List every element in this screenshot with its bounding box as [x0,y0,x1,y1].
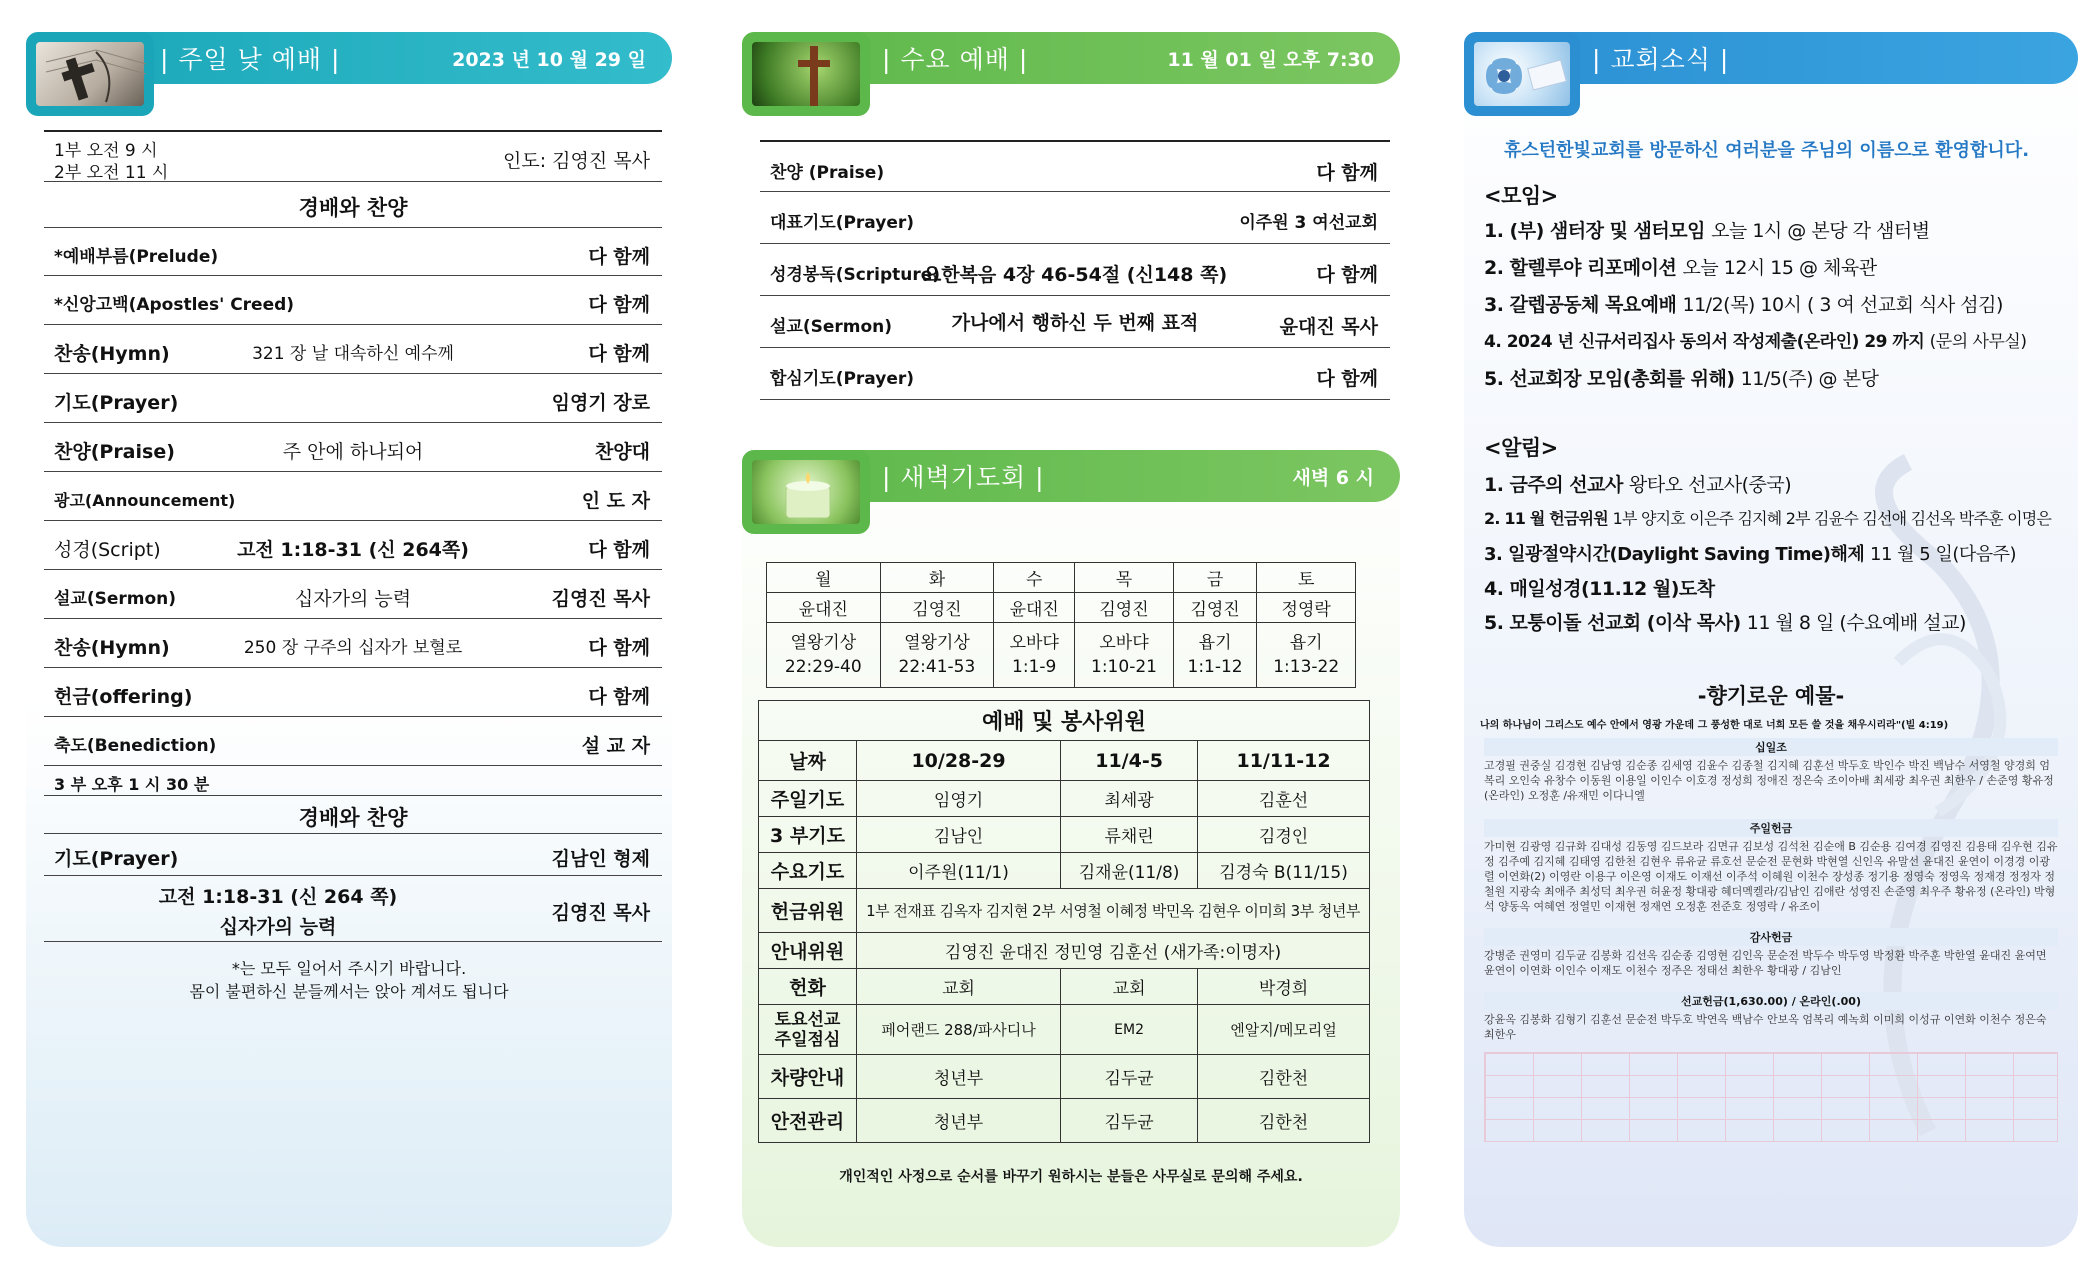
notice-item: 4. 매일성경(11.12 월)도착 [1484,578,1715,600]
thanks-offering-heading: 감사헌금 [1484,928,2058,946]
offering-title: -향기로운 예물- [1697,684,1845,708]
meeting-item: 1. (부) 샘터장 및 샘터모임 오늘 1시 @ 본당 각 샘터별 [1484,220,1930,242]
wed-order-item: 설교(Sermon) 가나에서 행하신 두 번째 표적 윤대진 목사 [760,296,1390,348]
sunday-note: *는 모두 일어서 주시기 바랍니다. 몸이 불편하신 분들께서는 앉아 계셔도 됩니다 [189,959,509,1001]
section-heading-praise: 경배와 찬양 [44,182,662,228]
sunday-worship-panel [26,32,672,1247]
notice-item: 5. 모퉁이돌 선교회 (이삭 목사) 11 월 8 일 (수요예배 설교) [1484,612,1966,634]
staff-table: 예배 및 봉사위원 날짜 10/28-29 11/4-5 11/11-12 주일기도 임영기 최세광 김훈선 3 부기도 김남인 류채린 김경인 수요기도 이주원(11/1) 김재윤(11/8) 김경숙 B(11/15) 헌금위원 1부 전재표 김옥자 김지현 2부 서영철 이혜정 박민옥 김현우 이미희 3부 청년부 안내위원 김영진 윤대진 정민영 김훈선 (새가족:이명자) 헌화 교회 교회 박경희 토요선교 주일점심 페어랜드 288/파사디나 EM2 엔알지/메모리얼 차량안내 청년부 김두균 김한천 안전관리 청년부 김두균 김한천 [758,700,1370,1143]
staff-title: 예배 및 봉사위원 [759,701,1370,741]
order-item: *예배부름(Prelude) 다 함께 [44,228,662,276]
service-2-time: 2부 오전 11 시 [54,163,169,183]
wednesday-worship-panel [742,32,1400,1247]
order-item: 찬송(Hymn) 250 장 구주의 십자가 보혈로 다 함께 [44,619,662,668]
readings-row: 열왕기상 22:29-40 열왕기상 22:41-53 오바댜 1:1-9 오바댜 1:10-21 욥기 1:1-12 욥기 1:13-22 [767,623,1356,688]
leaders-row: 윤대진 김영진 윤대진 김영진 김영진 정영락 [767,593,1356,623]
wednesday-title: | 수요 예배 | [882,45,1029,74]
order-item: 찬양(Praise) 주 안에 하나되어 찬양대 [44,423,662,472]
order-item: 기도(Prayer) 임영기 장로 [44,374,662,423]
dawn-time: 새벽 6 시 [1292,467,1374,489]
order-item: 축도(Benediction) 설 교 자 [44,717,662,766]
order-item: 성경(Script) 고전 1:18-31 (신 264쪽) 다 함께 [44,521,662,570]
thanks-offering-names: 강병준 권영미 김두균 김봉화 김선옥 김순종 김영현 김인옥 문순전 박두수 박두영 박정환 박주훈 박한열 윤대진 윤여면 윤연이 이연화 이인수 이재도 이천수 정주은 정태선 최한우 황대광 / 김남인 [1484,949,2047,977]
candle-image [742,450,870,534]
service-3-prayer: 기도(Prayer) 김남인 형제 [44,834,662,876]
order-item: 찬송(Hymn) 321 장 날 대속하신 예수께 다 함께 [44,325,662,374]
welcome-message: 휴스턴한빛교회를 방문하신 여러분을 주님의 이름으로 환영합니다. [1504,140,2030,161]
meeting-item: 2. 할렐루야 리포메이션 오늘 12시 15 @ 체육관 [1484,257,1877,279]
service-3-sermon: 고전 1:18-31 (신 264 쪽) 십자가의 능력 김영진 목사 [44,876,662,942]
meeting-item: 5. 선교회장 모임(총회를 위해) 11/5(주) @ 본당 [1484,368,1879,390]
meeting-item: 3. 갈렙공동체 목요예배 11/2(목) 10시 ( 3 여 선교회 식사 섬김) [1484,294,2003,316]
wed-order-item: 성경봉독(Scripture) 요한복음 4장 46-54절 (신148 쪽) 다 함께 [760,244,1390,296]
mission-offering-heading: 선교헌금(1,630.00) / 온라인(.00) [1484,992,2058,1010]
notice-item: 1. 금주의 선교사 왕타오 선교사(중국) [1484,474,1792,496]
notices-heading: <알림> [1484,436,1558,460]
meetings-heading: <모임> [1484,184,1558,208]
news-title: | 교회소식 | [1592,45,1730,74]
dawn-schedule-table [766,562,1356,688]
staff-note: 개인적인 사정으로 순서를 바꾸기 원하시는 분들은 사무실로 문의해 주세요. [839,1169,1303,1185]
order-item: *신앙고백(Apostles' Creed) 다 함께 [44,276,662,325]
offering-list [1484,734,2058,1142]
wednesday-date: 11 월 01 일 오후 7:30 [1167,49,1374,71]
meeting-item: 4. 2024 년 신규서리집사 동의서 작성제출(온라인) 29 까지 (문의 사무실) [1484,332,2027,352]
church-news-panel [1464,32,2078,1247]
sunday-offering-heading: 주일헌금 [1484,819,2058,837]
sunday-date: 2023 년 10 월 29 일 [452,49,646,71]
section-heading-praise-3: 경배와 찬양 [44,796,662,834]
service-1-time: 1부 오전 9 시 [54,141,158,161]
sunday-offering-names: 가미현 김광영 김규화 김대성 김동영 김드보라 김면규 김보성 김석천 김순애 B 김순용 김여경 김영진 김용태 김우현 김유정 김주예 김지혜 김태영 김한천 김현우 류유균 류호선 문순전 문현화 박현열 신인옥 유말선 윤대진 윤연이 이경경 이광렬 이연화(2) 이영란 이용구 이은영 이재도 이재선 이주석 이혜원 이천수 장성종 정기용 정영숙 정영옥 정재경 정정자 정철원 지광숙 최애주 최성덕 최우권 허윤정 황대광 혜더멕켈라/김남인 김애란 성영진 손준영 최우주 황유정 (온라인) 박형석 양동옥 여혜연 정열민 이재현 정재연 오정훈 전준호 정영락 / 유조이 [1484,840,2058,913]
wed-order-item: 대표기도(Prayer) 이주원 3 여선교회 [760,192,1390,244]
blank-offering-grid [1484,1052,2058,1142]
order-item: 광고(Announcement) 인 도 자 [44,472,662,521]
bible-cross-image [26,32,154,116]
dawn-title: | 새벽기도회 | [882,463,1045,492]
notice-item: 3. 일광절약시간(Daylight Saving Time)해제 11 월 5 일(다음주) [1484,544,2017,565]
service-times-row [44,130,662,182]
mission-offering-names: 강윤옥 김봉화 김형기 김훈선 문순전 박두호 박연옥 백남수 안보옥 엄복리 예녹희 이미희 이성규 이연화 이천수 정은숙 최한우 [1484,1013,2047,1041]
sunday-title: | 주일 낮 예배 | [160,45,341,74]
order-item: 설교(Sermon) 십자가의 능력 김영진 목사 [44,570,662,619]
cross-image [742,32,870,116]
wed-order-item: 합심기도(Prayer) 다 함께 [760,348,1390,400]
notice-item: 2. 11 월 헌금위원 1부 양지호 이은주 김지혜 2부 김윤수 김선애 김선옥 박주훈 이명은 [1484,509,2052,528]
offering-verse: 나의 하나님이 그리스도 예수 안에서 영광 가운데 그 풍성한 대로 너희 모든 쓸 것을 채우시리라"(빌 4:19) [1480,720,1949,731]
order-item: 헌금(offering) 다 함께 [44,668,662,717]
days-row: 월 화 수 목 금 토 [767,563,1356,593]
service-3-time: 3 부 오후 1 시 30 분 [44,766,662,796]
flower-image [1464,32,1580,116]
worship-leader: 인도: 김영진 목사 [503,150,650,172]
tithe-heading: 십일조 [1484,738,2058,756]
tithe-names: 고경필 권중실 김경현 김남영 김순종 김세영 김윤수 김종철 김지혜 김훈선 박두호 박인수 박진 백남수 서영철 양경희 엄복리 오인숙 유창수 이동원 이용일 이인수 이호경 정성희 정애진 정은숙 조이아배 최세광 최우권 최한우 / 손준영 황유정 (온라인) 오정훈 /유재민 이다니엘 [1484,759,2054,802]
wed-order-item: 찬양 (Praise) 다 함께 [760,140,1390,192]
